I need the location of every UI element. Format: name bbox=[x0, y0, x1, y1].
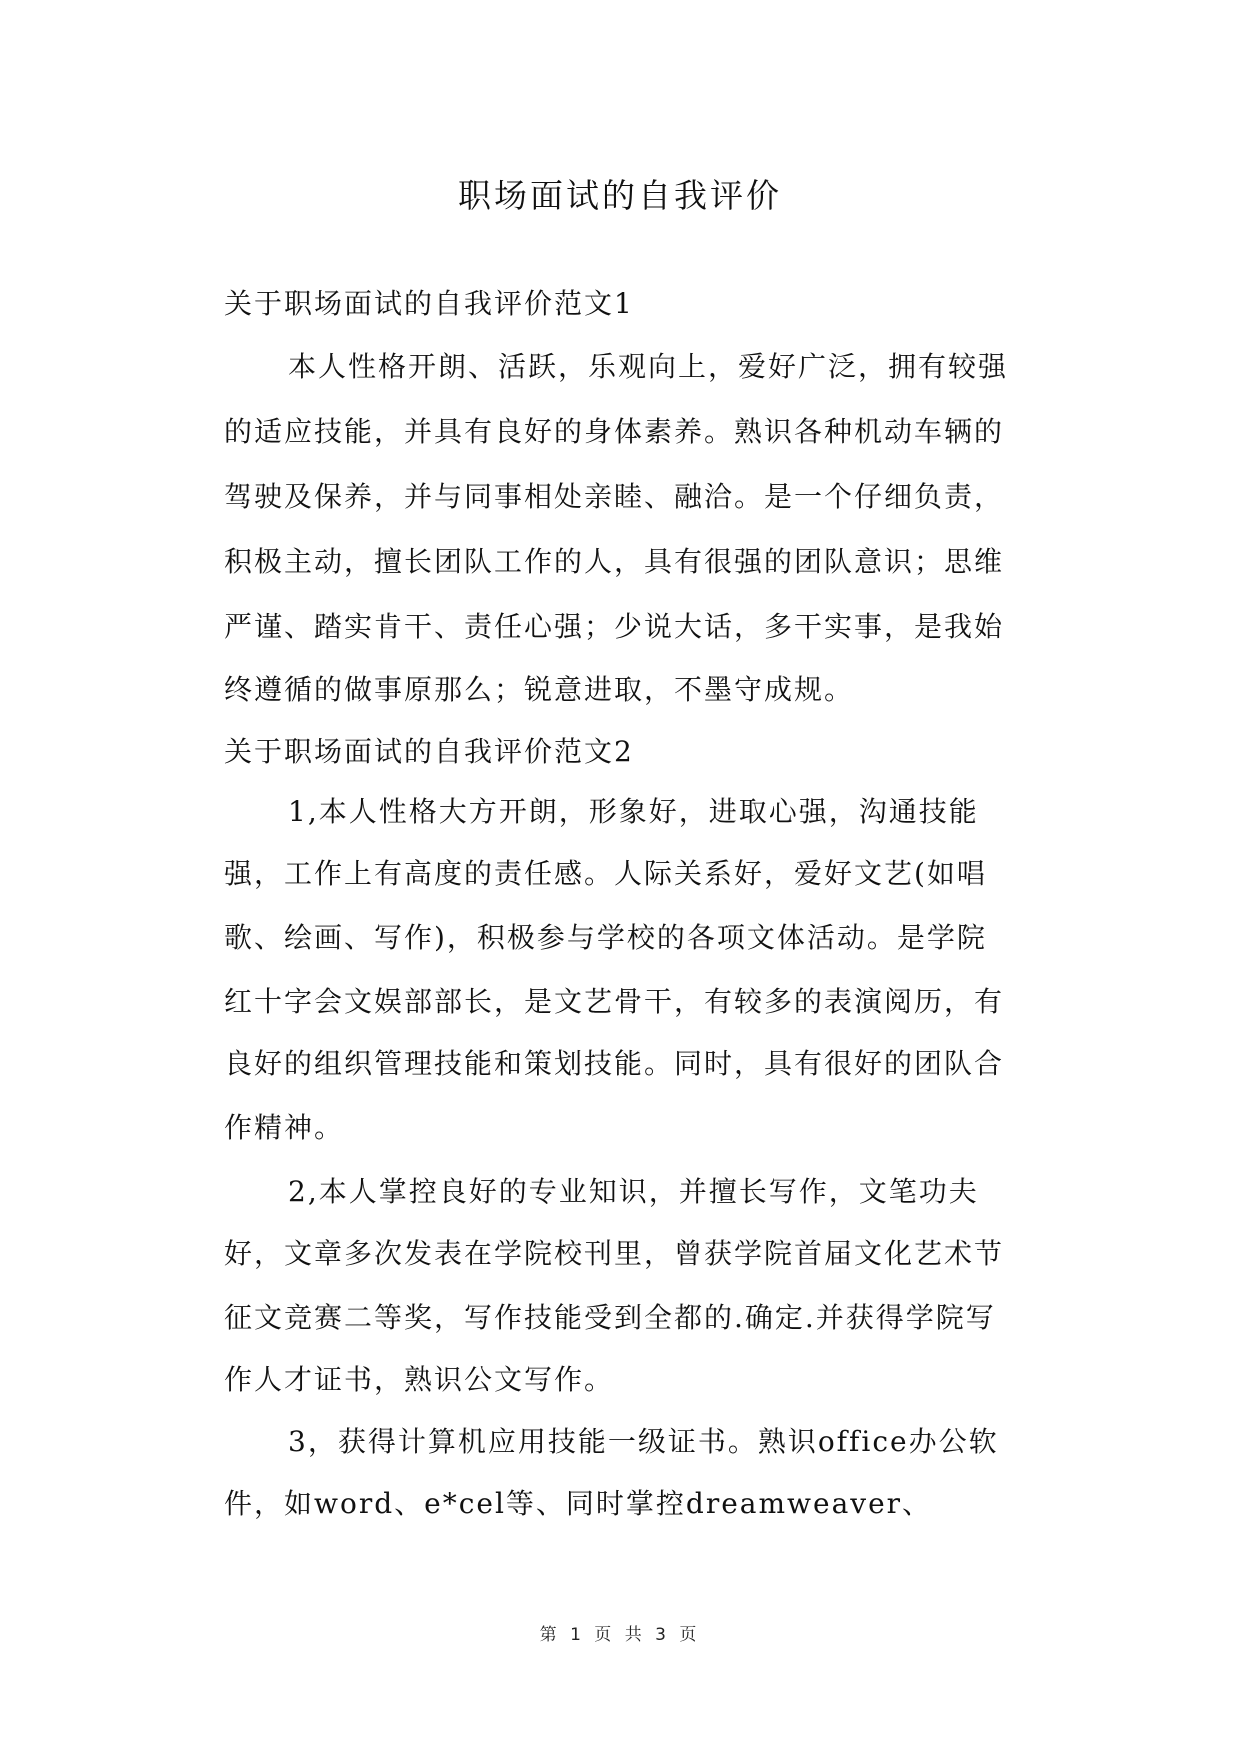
paragraph-line: 作人才证书，熟识公文写作。 bbox=[224, 1363, 615, 1396]
paragraph-line: 本人性格开朗、活跃，乐观向上，爱好广泛，拥有较强 bbox=[288, 350, 1009, 383]
paragraph-line: 征文竞赛二等奖，写作技能受到全都的.确定.并获得学院写 bbox=[224, 1301, 996, 1334]
paragraph-line: 良好的组织管理技能和策划技能。同时，具有很好的团队合 bbox=[224, 1047, 1005, 1080]
paragraph-line: 的适应技能，并具有良好的身体素养。熟识各种机动车辆的 bbox=[224, 415, 1005, 448]
paragraph-line: 作精神。 bbox=[224, 1111, 345, 1144]
paragraph-line: 终遵循的做事原那么；锐意进取，不墨守成规。 bbox=[224, 673, 855, 706]
paragraph-line: 红十字会文娱部部长，是文艺骨干，有较多的表演阅历，有 bbox=[224, 985, 1005, 1018]
page-footer: 第 1 页 共 3 页 bbox=[539, 1625, 701, 1645]
section-heading: 关于职场面试的自我评价范文2 bbox=[224, 735, 634, 768]
paragraph-line: 2,本人掌控良好的专业知识，并擅长写作，文笔功夫 bbox=[288, 1175, 979, 1208]
paragraph-line: 积极主动，擅长团队工作的人，具有很强的团队意识；思维 bbox=[224, 545, 1005, 578]
paragraph-line: 严谨、踏实肯干、责任心强；少说大话，多干实事，是我始 bbox=[224, 610, 1005, 643]
paragraph-line: 歌、绘画、写作)，积极参与学校的各项文体活动。是学院 bbox=[224, 921, 987, 954]
section-heading: 关于职场面试的自我评价范文1 bbox=[224, 287, 634, 320]
paragraph-line: 3，获得计算机应用技能一级证书。熟识office办公软 bbox=[288, 1425, 999, 1458]
paragraph-line: 好，文章多次发表在学院校刊里，曾获学院首届文化艺术节 bbox=[224, 1237, 1005, 1270]
paragraph-line: 件，如word、e*cel等、同时掌控dreamweaver、 bbox=[224, 1487, 933, 1520]
paragraph-line: 强，工作上有高度的责任感。人际关系好，爱好文艺(如唱 bbox=[224, 857, 987, 890]
paragraph-line: 驾驶及保养，并与同事相处亲睦、融洽。是一个仔细负责， bbox=[224, 480, 1005, 513]
document-title: 职场面试的自我评价 bbox=[458, 176, 782, 215]
paragraph-line: 1,本人性格大方开朗，形象好，进取心强，沟通技能 bbox=[288, 795, 979, 828]
